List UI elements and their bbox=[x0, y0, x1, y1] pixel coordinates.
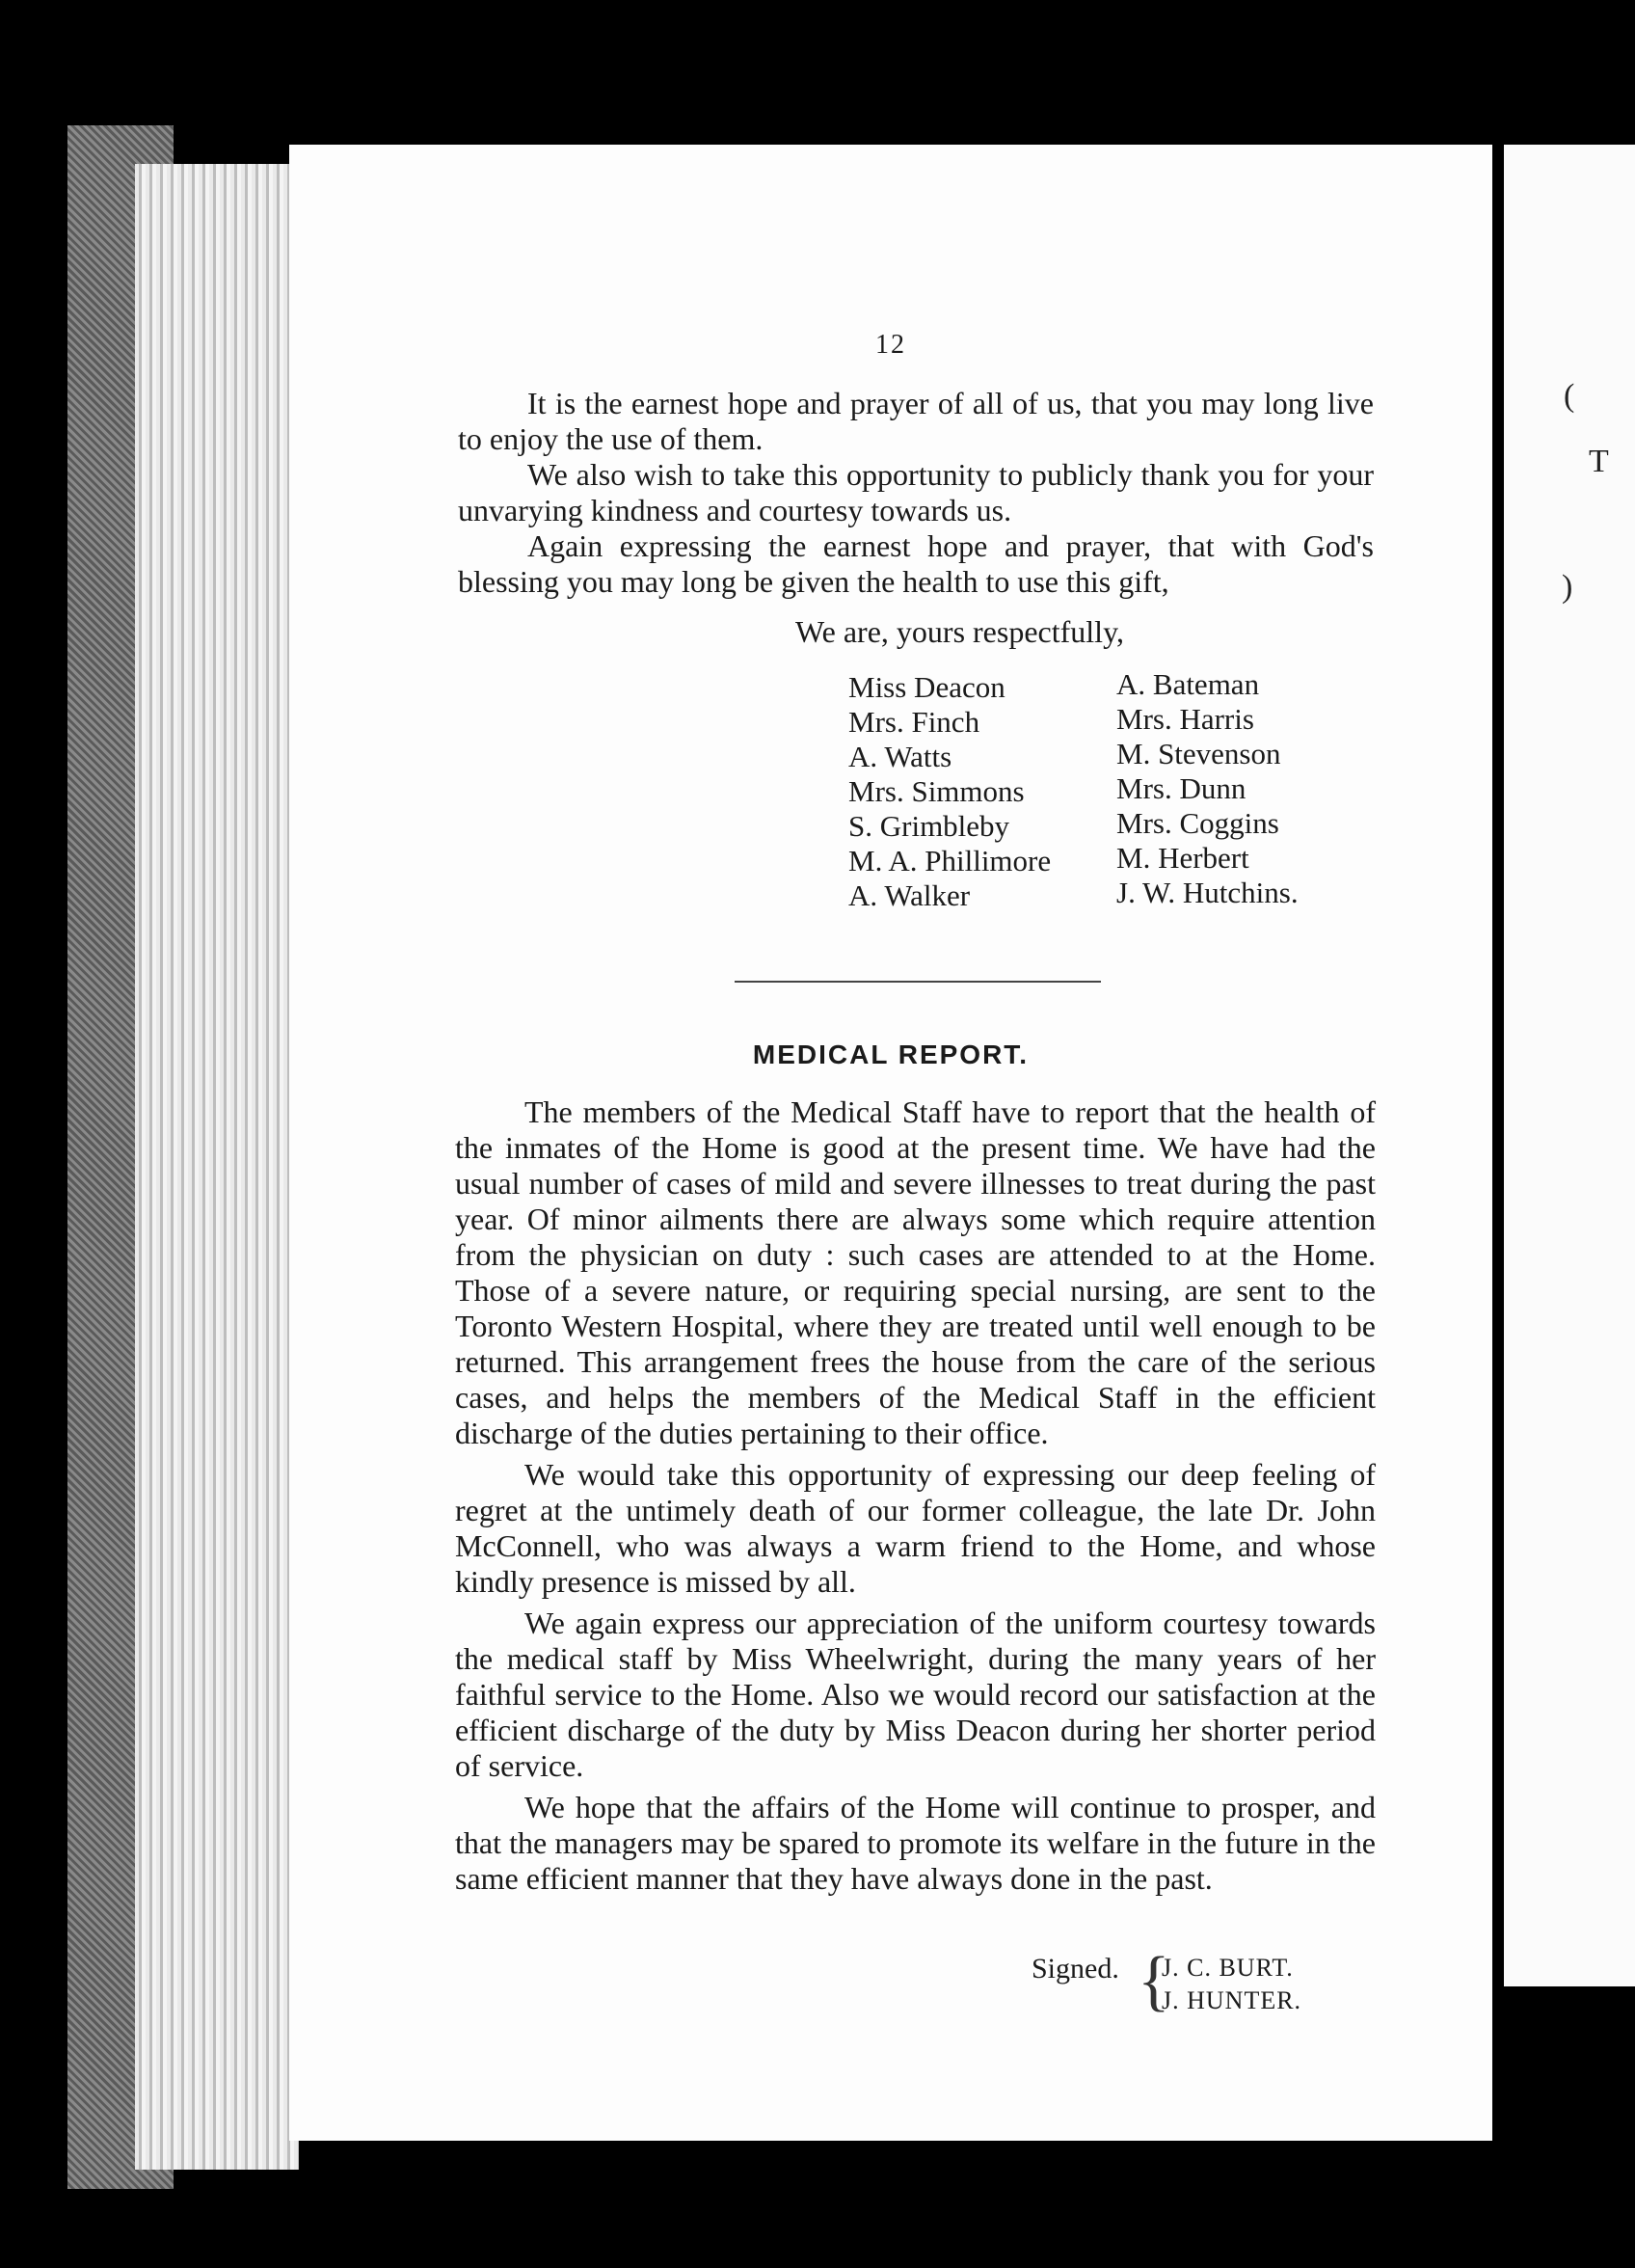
signatory-name: A. Bateman bbox=[1116, 667, 1260, 701]
signatory-name: Mrs. Harris bbox=[1116, 702, 1254, 736]
facing-page-mark: T bbox=[1589, 444, 1609, 479]
medical-report-text bbox=[455, 1094, 1376, 1897]
brace-mark: { bbox=[1138, 1944, 1170, 2018]
page-number: 12 bbox=[875, 330, 906, 360]
facing-page-mark: ) bbox=[1562, 569, 1573, 605]
signatory-name: A. Watts bbox=[848, 740, 952, 773]
section-heading: MEDICAL REPORT. bbox=[752, 1040, 1030, 1069]
section-divider bbox=[735, 981, 1101, 983]
signature-name: J. HUNTER. bbox=[1162, 1986, 1302, 2014]
signature-name: J. C. BURT. bbox=[1162, 1954, 1294, 1982]
facing-page bbox=[1504, 145, 1635, 1986]
report-paragraph: We again express our appreciation of the uniform courtesy towards the medical staff by Miss Wheelwright, during the many years of her faithful service to the Home. Also we would record our satisfaction at the efficient discharge of the duty by Miss Deacon during her shorter period of service. bbox=[455, 1606, 1376, 1783]
signatory-name: Mrs. Finch bbox=[848, 705, 980, 739]
letter-paragraph: It is the earnest hope and prayer of all of us, that you may long live to enjoy the use of them. bbox=[458, 386, 1374, 456]
signatory-name: Mrs. Coggins bbox=[1116, 806, 1279, 840]
report-paragraph: The members of the Medical Staff have to report that the health of the inmates of the Home is good at the present time. We have had the usual number of cases of mild and severe illnesses to treat during the past year. Of minor ailments there are always some which require attention from the physician on duty : such cases are attended to at the Home. Those of a severe nature, or requiring special nursing, are sent to the Toronto Western Hospital, where they are treated until well enough to be returned. This arrangement frees the house from the care of the serious cases, and helps the members of the Medical Staff in the efficient discharge of the duties pertaining to their office. bbox=[455, 1094, 1376, 1450]
page-edges bbox=[135, 164, 299, 2170]
signed-label: Signed. bbox=[1032, 1953, 1119, 1984]
signatory-name: Mrs. Simmons bbox=[848, 774, 1025, 808]
signatory-name: Miss Deacon bbox=[848, 670, 1005, 704]
signatory-name: M. A. Phillimore bbox=[848, 844, 1052, 878]
book-page bbox=[289, 145, 1492, 2141]
facing-page-mark: ( bbox=[1564, 378, 1575, 414]
signatory-name: J. W. Hutchins. bbox=[1116, 876, 1299, 909]
report-paragraph: We would take this opportunity of expressing our deep feeling of regret at the untimely death of our former colleague, the late Dr. John McConnell, who was always a warm friend to the Home, and whose kindly presence is missed by all. bbox=[455, 1457, 1376, 1599]
signatory-name: Mrs. Dunn bbox=[1116, 771, 1246, 805]
letter-closing: We are, yours respectfully, bbox=[795, 614, 1124, 649]
signatories-left-column bbox=[848, 670, 1051, 913]
letter-paragraph: We also wish to take this opportunity to publicly thank you for your unvarying kindness and courtesy towards us. bbox=[458, 457, 1374, 527]
signatory-name: S. Grimbleby bbox=[848, 809, 1010, 843]
report-paragraph: We hope that the affairs of the Home will continue to prosper, and that the managers may be spared to promote its welfare in the future in the same efficient manner that they have always done in the past. bbox=[455, 1790, 1376, 1896]
signatory-name: M. Stevenson bbox=[1116, 737, 1281, 770]
letter-text bbox=[458, 386, 1374, 600]
signatory-name: A. Walker bbox=[848, 878, 971, 912]
signatory-name: M. Herbert bbox=[1116, 841, 1249, 875]
letter-paragraph: Again expressing the earnest hope and prayer, that with God's blessing you may long be given the health to use this gift, bbox=[458, 528, 1374, 599]
signatories-right-column bbox=[1116, 667, 1299, 910]
report-signatures bbox=[1162, 1952, 1301, 2017]
